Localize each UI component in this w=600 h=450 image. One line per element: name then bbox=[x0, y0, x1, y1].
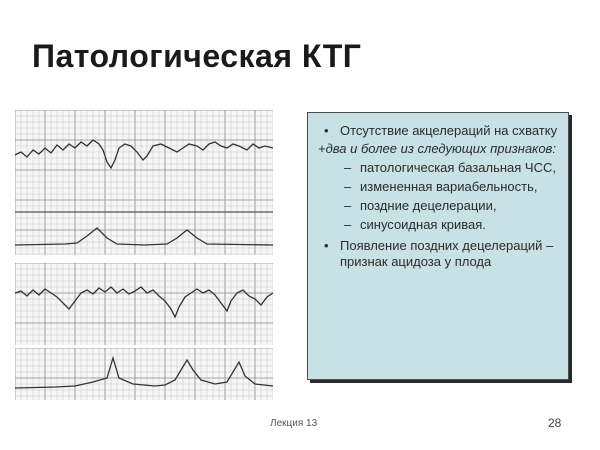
criteria-item-dash bbox=[316, 179, 560, 195]
footer-page-number: 28 bbox=[548, 416, 562, 430]
slide-title: Патологическая КТГ bbox=[32, 38, 362, 74]
criteria-item-bullet bbox=[316, 123, 560, 139]
criteria-item-dash bbox=[316, 198, 560, 214]
bullet-marker: • bbox=[324, 238, 329, 253]
criteria-item-bullet bbox=[316, 238, 560, 270]
ctg-grid-1 bbox=[15, 110, 273, 255]
criteria-item-plain bbox=[316, 141, 560, 157]
dash-marker: – bbox=[344, 160, 352, 175]
dash-marker: – bbox=[344, 179, 352, 194]
ctg-strip-3 bbox=[15, 348, 273, 400]
ctg-strip-1 bbox=[15, 110, 273, 255]
footer-lecture: Лекция 13 bbox=[270, 418, 318, 429]
bullet-marker: • bbox=[324, 123, 329, 138]
criteria-item-text: +два и более из следующих признаков: bbox=[318, 141, 556, 156]
ctg-grid-3 bbox=[15, 348, 273, 400]
criteria-item-text: синусоидная кривая. bbox=[360, 217, 486, 232]
uc-trace-1 bbox=[15, 228, 273, 245]
criteria-list bbox=[316, 123, 560, 270]
dash-marker: – bbox=[344, 217, 352, 232]
uc-trace-3 bbox=[15, 358, 273, 388]
ctg-strip-2 bbox=[15, 263, 273, 345]
ctg-grid-2 bbox=[15, 263, 273, 345]
criteria-item-text: Отсутствие акцелераций на схватку bbox=[340, 123, 558, 138]
dash-marker: – bbox=[344, 198, 352, 213]
criteria-item-text: Появление поздних децелераций – признак ацидоза у плода bbox=[340, 238, 554, 269]
criteria-item-dash bbox=[316, 217, 560, 233]
criteria-item-text: патологическая базальная ЧСС, bbox=[360, 160, 556, 175]
criteria-item-text: измененная вариабельность, bbox=[360, 179, 538, 194]
fhr-trace-2 bbox=[15, 287, 273, 317]
criteria-item-text: поздние децелерации, bbox=[360, 198, 497, 213]
criteria-box bbox=[307, 112, 569, 380]
criteria-item-dash bbox=[316, 160, 560, 176]
